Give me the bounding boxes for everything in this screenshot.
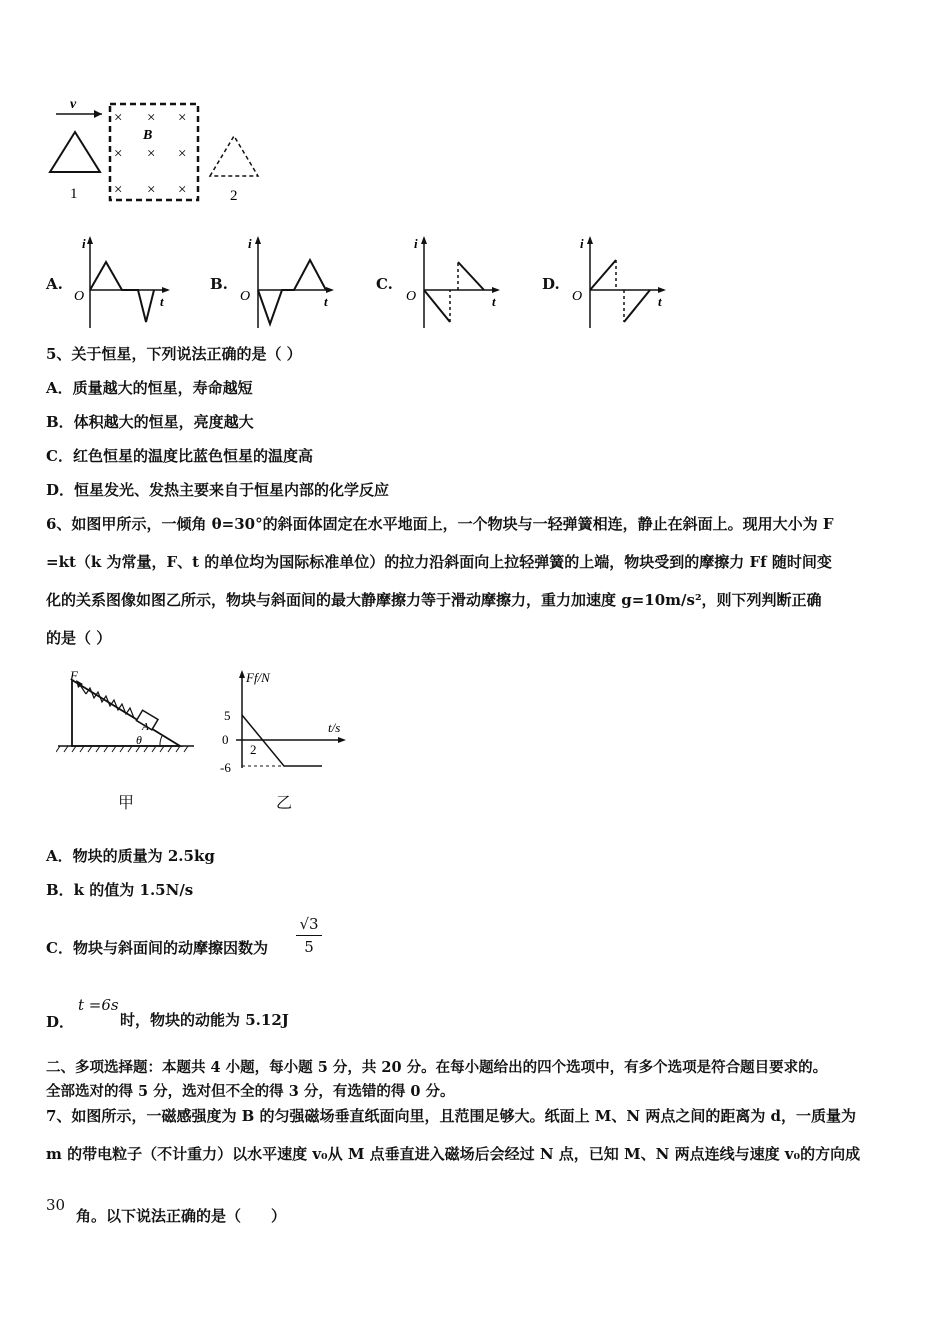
svg-text:i: i bbox=[580, 236, 584, 251]
svg-text:A: A bbox=[142, 721, 149, 733]
field-figure bbox=[40, 92, 280, 207]
fraction-denominator: 5 bbox=[304, 938, 314, 956]
wave-graph-c bbox=[400, 234, 510, 334]
q7-line-3: 角。以下说法正确的是（ ） bbox=[76, 1207, 287, 1225]
fraction-numerator: √3 bbox=[299, 915, 319, 933]
wave-graph-b bbox=[234, 234, 344, 334]
q6-line-1: 6、如图甲所示，一倾角 θ=30°的斜面体固定在水平地面上，一个物块与一轻弹簧相连，静止在斜面上。现用大小为 F bbox=[46, 515, 834, 533]
wave-option-a-letter: A. bbox=[46, 275, 63, 293]
q6-option-d-text: 时，物块的动能为 5.12J bbox=[120, 1011, 289, 1029]
wave-option-d-letter: D. bbox=[542, 275, 560, 293]
q6-option-d-letter: D． bbox=[46, 1013, 75, 1031]
svg-text:5: 5 bbox=[224, 708, 231, 723]
svg-text:×: × bbox=[178, 146, 187, 162]
svg-text:×: × bbox=[114, 182, 123, 198]
fraction-bar bbox=[296, 935, 322, 936]
wave-graph-d bbox=[566, 234, 676, 334]
svg-text:i: i bbox=[248, 236, 252, 251]
svg-text:×: × bbox=[114, 110, 123, 126]
svg-text:t: t bbox=[160, 294, 164, 309]
q6-option-d-math: t =6s bbox=[78, 996, 119, 1014]
triangle-2 bbox=[210, 136, 258, 176]
svg-text:0: 0 bbox=[222, 732, 229, 747]
svg-text:×: × bbox=[147, 146, 156, 162]
svg-text:i: i bbox=[82, 236, 86, 251]
wave-graph-a bbox=[70, 234, 180, 334]
q6-line-2: =kt（k 为常量，F、t 的单位均为国际标准单位）的拉力沿斜面向上拉轻弹簧的上端，物块受到的摩擦力 Ff 随时间变 bbox=[46, 553, 832, 571]
fig-yi-caption: 乙 bbox=[276, 793, 293, 812]
q6-option-c: C．物块与斜面间的动摩擦因数为 bbox=[46, 939, 268, 957]
q5-option-d: D．恒星发光、发热主要来自于恒星内部的化学反应 bbox=[46, 481, 390, 499]
svg-text:t: t bbox=[492, 294, 496, 309]
triangle-1 bbox=[50, 132, 100, 172]
svg-text:t: t bbox=[324, 294, 328, 309]
svg-text:i: i bbox=[414, 236, 418, 251]
section2-line-1: 二、多项选择题：本题共 4 小题，每小题 5 分，共 20 分。在每小题给出的四个选项中，有多个选项是符合题目要求的。 bbox=[46, 1059, 828, 1076]
wave-option-c-letter: C. bbox=[376, 275, 393, 293]
svg-text:×: × bbox=[178, 182, 187, 198]
friction-graph bbox=[214, 668, 364, 776]
q6-option-b: B．k 的值为 1.5N/s bbox=[46, 881, 194, 899]
svg-text:2: 2 bbox=[250, 742, 257, 757]
svg-text:O: O bbox=[74, 289, 85, 304]
q7-angle-value: 30 bbox=[46, 1196, 66, 1214]
incline-figure bbox=[56, 668, 196, 758]
svg-text:×: × bbox=[114, 146, 123, 162]
q7-line-1: 7、如图所示，一磁感强度为 B 的匀强磁场垂直纸面向里，且范围足够大。纸面上 M、N 两点之间的距离为 d，一质量为 bbox=[46, 1107, 857, 1125]
svg-text:O: O bbox=[406, 289, 417, 304]
section2-line-2: 全部选对的得 5 分，选对但不全的得 3 分，有选错的得 0 分。 bbox=[46, 1083, 455, 1100]
svg-text:Ff/N: Ff/N bbox=[246, 670, 270, 685]
svg-text:-6: -6 bbox=[220, 760, 231, 775]
svg-text:×: × bbox=[147, 110, 156, 126]
fig-jia-caption: 甲 bbox=[118, 793, 135, 812]
velocity-label: v bbox=[70, 97, 77, 112]
svg-text:O: O bbox=[572, 289, 583, 304]
q5-option-b: B．体积越大的恒星，亮度越大 bbox=[46, 413, 254, 431]
svg-text:×: × bbox=[147, 182, 156, 198]
svg-text:t: t bbox=[658, 294, 662, 309]
field-label: B bbox=[143, 128, 153, 143]
q6-option-a: A．物块的质量为 2.5kg bbox=[46, 847, 215, 865]
svg-text:t/s: t/s bbox=[328, 720, 341, 735]
q6-option-c-fraction bbox=[294, 914, 324, 957]
triangle-1-label: 1 bbox=[70, 186, 78, 202]
svg-text:F: F bbox=[70, 668, 78, 683]
svg-text:O: O bbox=[240, 289, 251, 304]
q6-line-3: 化的关系图像如图乙所示，物块与斜面间的最大静摩擦力等于滑动摩擦力，重力加速度 g=10m/s²，则下列判断正确 bbox=[46, 591, 822, 609]
wave-option-b-letter: B. bbox=[210, 275, 228, 293]
field-crosses bbox=[114, 110, 186, 198]
q5-option-c: C．红色恒星的温度比蓝色恒星的温度高 bbox=[46, 447, 313, 465]
triangle-2-label: 2 bbox=[230, 188, 238, 204]
q7-line-2: m 的带电粒子（不计重力）以水平速度 v₀从 M 点垂直进入磁场后会经过 N 点，已知 M、N 两点连线与速度 v₀的方向成 bbox=[46, 1145, 861, 1163]
svg-text:×: × bbox=[178, 110, 187, 126]
svg-text:θ: θ bbox=[136, 733, 142, 747]
q6-line-4: 的是（ ） bbox=[46, 629, 112, 647]
q5-option-a: A．质量越大的恒星，寿命越短 bbox=[46, 379, 253, 397]
q5-stem: 5、关于恒星，下列说法正确的是（ ） bbox=[46, 345, 302, 363]
